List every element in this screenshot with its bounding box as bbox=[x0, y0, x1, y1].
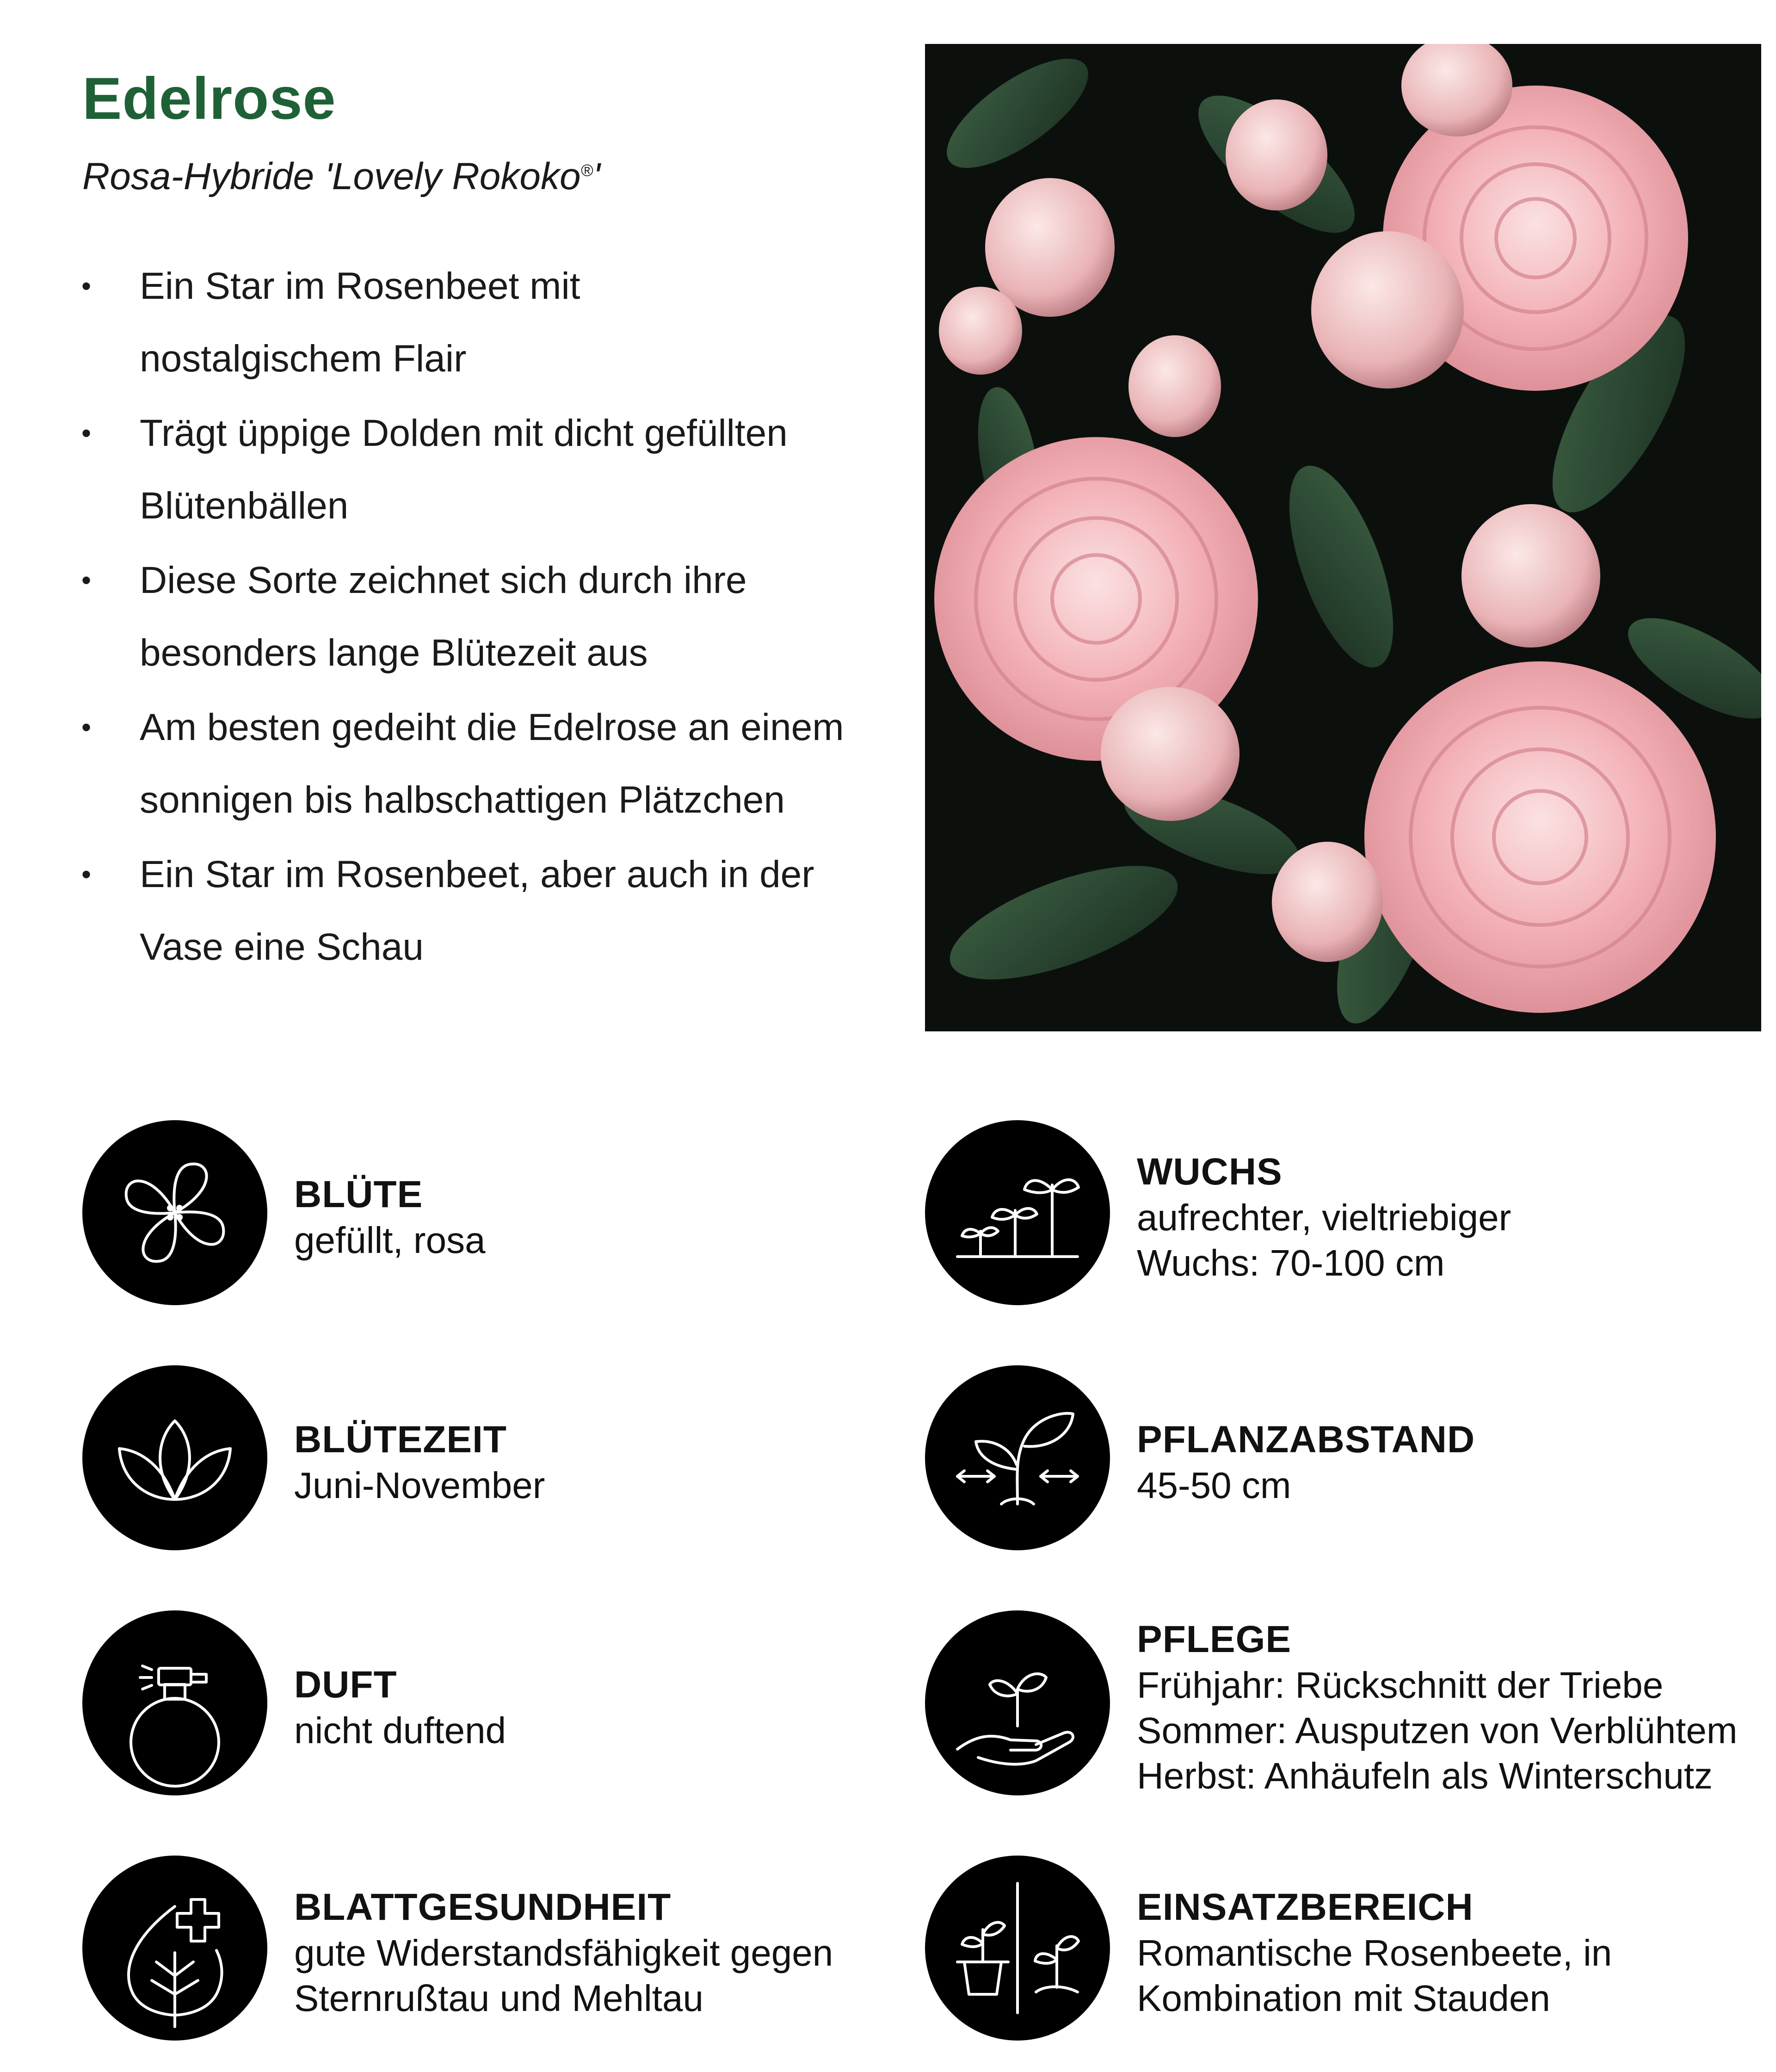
feature-text bbox=[1137, 1610, 1737, 1805]
bullet-item bbox=[79, 544, 893, 689]
bullet-item bbox=[79, 838, 893, 983]
feature-label: BLATTGESUNDHEIT bbox=[294, 1886, 672, 1928]
feature-text bbox=[294, 1120, 486, 1314]
feature-label: EINSATZBEREICH bbox=[1137, 1886, 1474, 1928]
bullet-line-1: Diese Sorte zeichnet sich durch ihre bbox=[140, 559, 747, 601]
bullet-item bbox=[79, 397, 893, 542]
feature-text bbox=[294, 1365, 545, 1560]
feature-bullet-list bbox=[79, 250, 893, 985]
bullet-line-1: Am besten gedeiht die Edelrose an einem bbox=[140, 706, 844, 748]
growth-icon bbox=[925, 1120, 1110, 1305]
feature-label: BLÜTEZEIT bbox=[294, 1418, 507, 1461]
bullet-dot: • bbox=[81, 418, 92, 449]
bullet-dot: • bbox=[81, 565, 92, 596]
feature-value: nicht duftend bbox=[294, 1710, 506, 1751]
registered-mark: ® bbox=[580, 160, 593, 180]
feature-pflanzabstand bbox=[925, 1365, 1758, 1560]
bullet-item bbox=[79, 691, 893, 836]
bullet-dot: • bbox=[81, 859, 92, 890]
feature-label: PFLANZABSTAND bbox=[1137, 1418, 1475, 1461]
bullet-line-2: sonnigen bis halbschattigen Plätzchen bbox=[140, 779, 785, 821]
rose-photo-illustration bbox=[925, 44, 1761, 1031]
flower-icon bbox=[82, 1120, 267, 1305]
bullet-dot: • bbox=[81, 271, 92, 302]
bullet-line-1: Trägt üppige Dolden mit dicht gefüllten bbox=[140, 412, 788, 454]
bullet-line-1: Ein Star im Rosenbeet, aber auch in der bbox=[140, 853, 814, 895]
rose-photo bbox=[925, 44, 1761, 1031]
bullet-line-1: Ein Star im Rosenbeet mit bbox=[140, 265, 580, 307]
feature-label: DUFT bbox=[294, 1664, 397, 1706]
feature-text bbox=[1137, 1120, 1511, 1314]
feature-value: aufrechter, vieltriebiger bbox=[1137, 1197, 1511, 1238]
product-title: Edelrose bbox=[82, 66, 336, 132]
feature-value: Kombination mit Stauden bbox=[1137, 1978, 1550, 2019]
feature-label: PFLEGE bbox=[1137, 1618, 1292, 1660]
feature-value: gefüllt, rosa bbox=[294, 1220, 486, 1261]
feature-text bbox=[1137, 1365, 1475, 1560]
lotus-icon bbox=[82, 1365, 267, 1550]
feature-label: WUCHS bbox=[1137, 1151, 1283, 1193]
feature-bluete bbox=[82, 1120, 915, 1314]
feature-duft bbox=[82, 1610, 915, 1805]
feature-label: BLÜTE bbox=[294, 1173, 423, 1215]
bullet-line-2: nostalgischem Flair bbox=[140, 338, 467, 380]
bullet-line-2: Vase eine Schau bbox=[140, 926, 424, 968]
bullet-line-2: besonders lange Blütezeit aus bbox=[140, 632, 648, 674]
feature-text bbox=[294, 1610, 506, 1805]
feature-text bbox=[1137, 1856, 1612, 2050]
feature-einsatzbereich bbox=[925, 1856, 1758, 2050]
bullet-dot: • bbox=[81, 712, 92, 743]
feature-value: Herbst: Anhäufeln als Winterschutz bbox=[1137, 1755, 1713, 1796]
feature-pflege bbox=[925, 1610, 1758, 1805]
feature-value: Frühjahr: Rückschnitt der Triebe bbox=[1137, 1665, 1664, 1706]
feature-value: 45-50 cm bbox=[1137, 1465, 1291, 1506]
feature-text bbox=[294, 1856, 833, 2050]
spacing-icon bbox=[925, 1365, 1110, 1550]
feature-value: Wuchs: 70-100 cm bbox=[1137, 1242, 1445, 1283]
feature-value: Sommer: Ausputzen von Verblühtem bbox=[1137, 1710, 1738, 1751]
bullet-line-2: Blütenbällen bbox=[140, 485, 349, 527]
botanical-name-text: Rosa-Hybride 'Lovely Rokoko bbox=[82, 155, 581, 197]
feature-bluetezeit bbox=[82, 1365, 915, 1560]
feature-value: gute Widerstandsfähigkeit gegen bbox=[294, 1932, 833, 1973]
pot-and-garden-icon bbox=[925, 1856, 1110, 2041]
feature-blattgesundheit bbox=[82, 1856, 915, 2050]
feature-wuchs bbox=[925, 1120, 1758, 1314]
bullet-item bbox=[79, 250, 893, 395]
feature-value: Romantische Rosenbeete, in bbox=[1137, 1932, 1612, 1973]
leaf-health-icon bbox=[82, 1856, 267, 2041]
feature-value: Sternrußtau und Mehltau bbox=[294, 1978, 703, 2019]
botanical-name-close: ' bbox=[593, 155, 600, 197]
botanical-name bbox=[82, 155, 600, 198]
perfume-icon bbox=[82, 1610, 267, 1795]
care-hand-icon bbox=[925, 1610, 1110, 1795]
feature-value: Juni-November bbox=[294, 1465, 545, 1506]
